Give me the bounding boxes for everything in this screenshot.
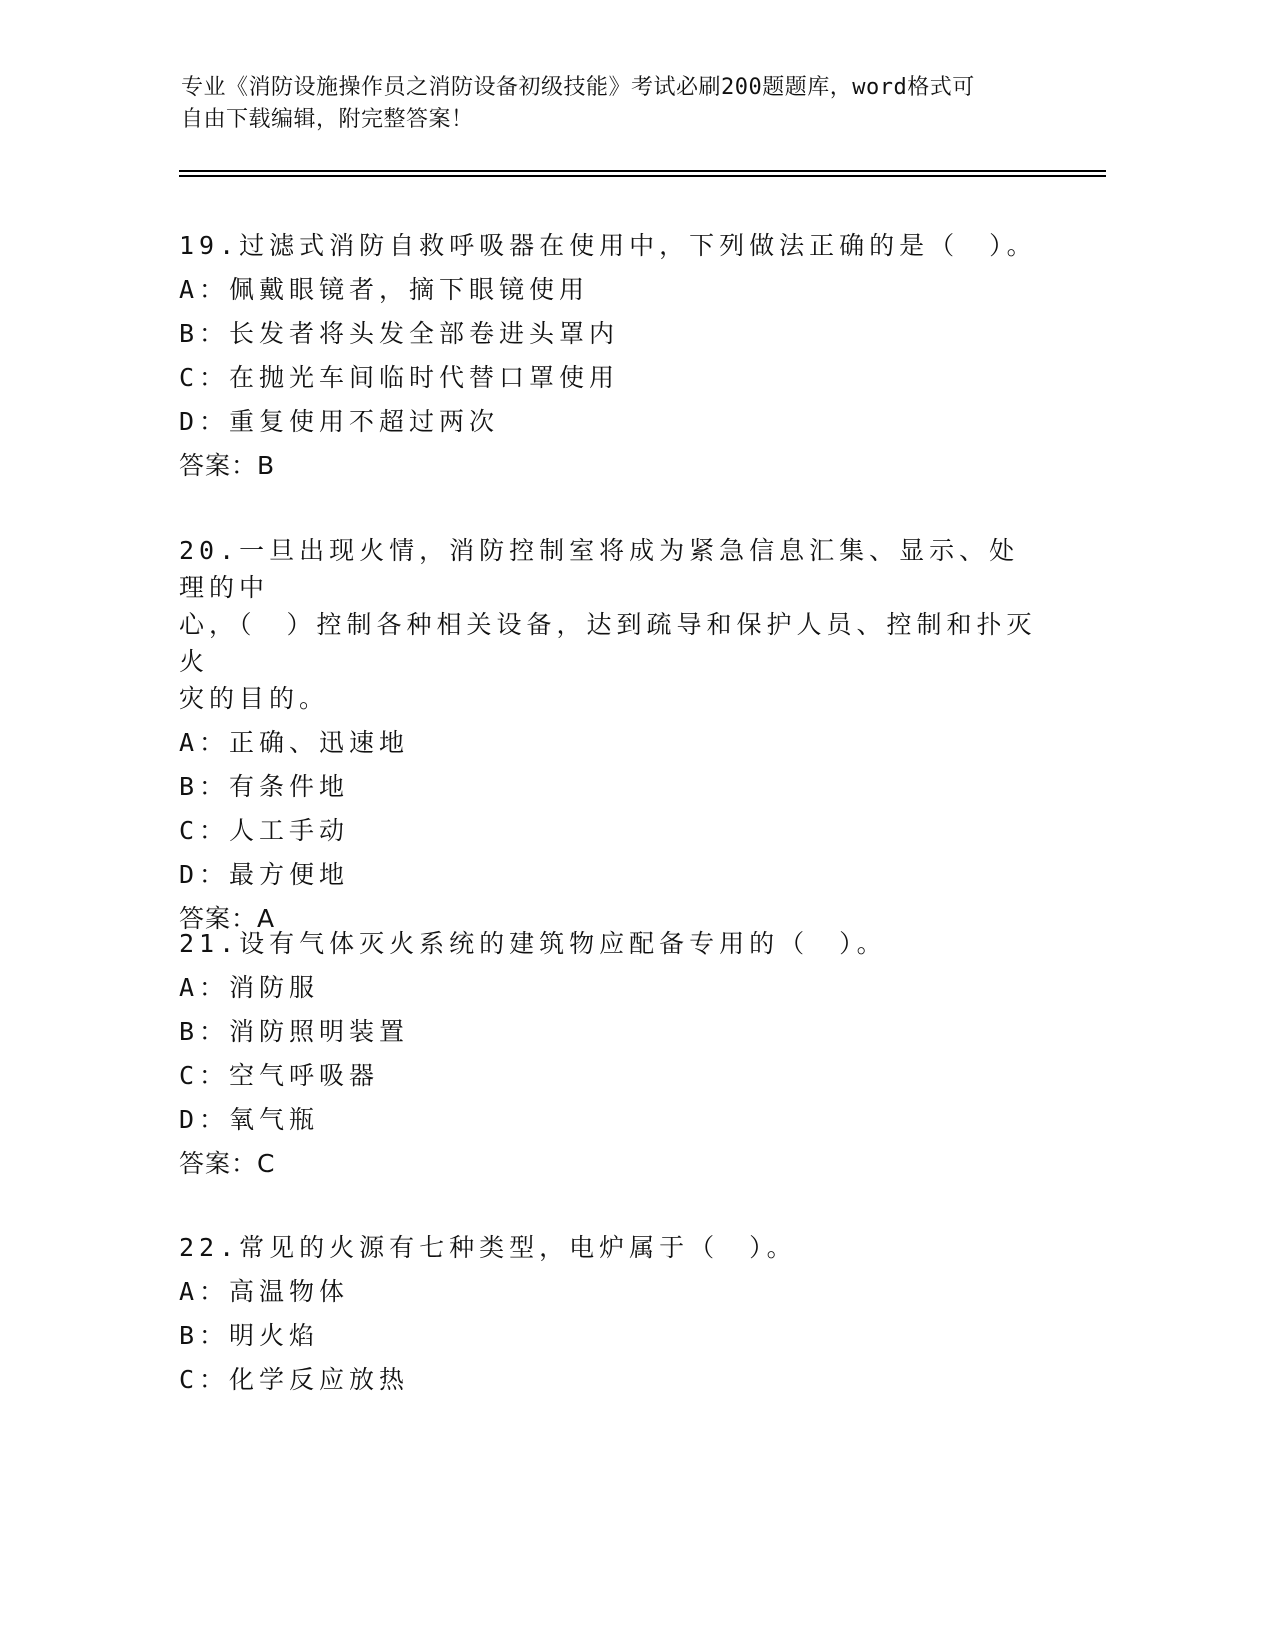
header-divider-top	[179, 170, 1106, 172]
question-stem: 22.常见的火源有七种类型，电炉属于（ ）。	[179, 1233, 797, 1262]
answer-label: 答案：C	[179, 1149, 276, 1178]
question-stem: 19.过滤式消防自救呼吸器在使用中，下列做法正确的是（ ）。	[179, 231, 1037, 260]
option-b: B：有条件地	[179, 772, 350, 801]
option-d: D：最方便地	[179, 860, 350, 889]
question-stem	[179, 532, 1049, 717]
question-19	[179, 224, 1059, 488]
question-22	[179, 1226, 1059, 1402]
option-c: C：在抛光车间临时代替口罩使用	[179, 363, 620, 392]
option-c: C：人工手动	[179, 816, 350, 845]
question-stem: 21.设有气体灭火系统的建筑物应配备专用的（ ）。	[179, 929, 887, 958]
option-c: C：化学反应放热	[179, 1365, 410, 1394]
document-header	[181, 72, 1061, 136]
question-stem-line: 心，（ ）控制各种相关设备，达到疏导和保护人员、控制和扑灭火	[179, 610, 1037, 676]
option-b: B：消防照明装置	[179, 1017, 410, 1046]
question-20	[179, 532, 1059, 941]
option-d: D：氧气瓶	[179, 1105, 320, 1134]
option-b: B：明火焰	[179, 1321, 320, 1350]
header-line-1: 专业《消防设施操作员之消防设备初级技能》考试必刷200题题库，word格式可	[181, 75, 975, 100]
answer-label: 答案：A	[179, 904, 276, 933]
question-stem-line: 灾的目的。	[179, 684, 330, 713]
header-line-2: 自由下载编辑，附完整答案！	[181, 107, 474, 132]
header-divider-bottom	[179, 175, 1106, 177]
option-a: A：高温物体	[179, 1277, 350, 1306]
question-stem-line: 20.一旦出现火情，消防控制室将成为紧急信息汇集、显示、处理的中	[179, 536, 1020, 602]
option-a: A：正确、迅速地	[179, 728, 410, 757]
option-a: A：佩戴眼镜者，摘下眼镜使用	[179, 275, 590, 304]
question-21	[179, 922, 1059, 1186]
option-a: A：消防服	[179, 973, 320, 1002]
option-d: D：重复使用不超过两次	[179, 407, 500, 436]
answer-label: 答案：B	[179, 451, 276, 480]
option-b: B：长发者将头发全部卷进头罩内	[179, 319, 620, 348]
option-c: C：空气呼吸器	[179, 1061, 380, 1090]
